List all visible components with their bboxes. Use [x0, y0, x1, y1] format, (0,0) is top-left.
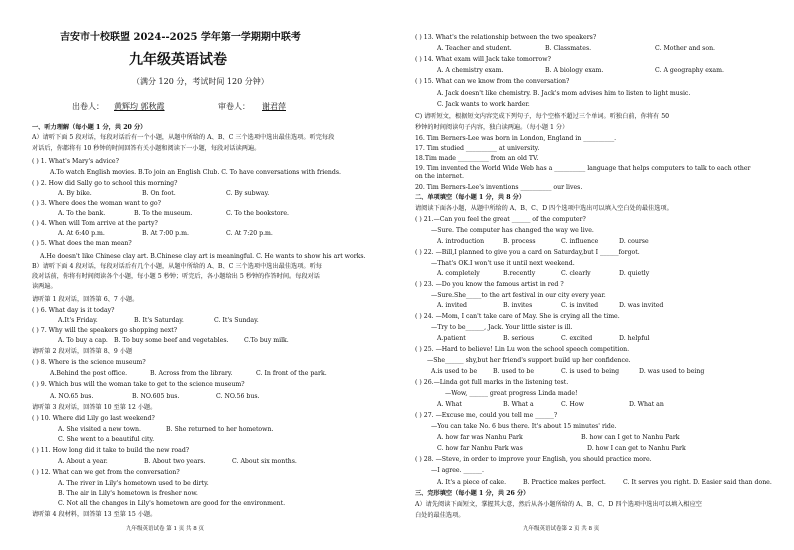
- answer-option: B. To the museum.: [134, 210, 193, 217]
- answer-option: C. how far Nanhu Park was: [437, 445, 523, 452]
- instruction-line: 请阅读下面各小题，从题中所给的 A、B、C、D 四个选项中选出可以填入空白处的最佳选项。: [415, 205, 673, 212]
- answer-option: B. Across from the library.: [150, 370, 233, 377]
- answer-option: B. She returned to her hometown.: [166, 426, 274, 433]
- answer-option: B. Practice makes perfect.: [523, 479, 606, 486]
- dialogue-heading: 请听第 4 段材料，回答第 13 至第 15 小题。: [32, 511, 157, 518]
- section-heading: 二、单项填空（每小题 1 分，共 8 分）: [415, 194, 526, 201]
- answer-option: C. Jack wants to work harder.: [437, 101, 530, 108]
- answer-option: C. A geography exam.: [655, 67, 724, 74]
- answer-option: C. is used to being: [561, 368, 620, 375]
- question-stem: ( ) 12. What can we get from the conversation?: [32, 469, 180, 476]
- answer-option: A. To buy a cap.: [58, 337, 108, 344]
- answer-option: A. completely: [437, 270, 480, 277]
- answer-option: C. NO.56 bus.: [216, 393, 260, 400]
- fill-blank-item: on the internet.: [415, 173, 464, 180]
- question-stem: ( ) 1. What's Mary's advice?: [32, 158, 119, 165]
- answer-option: B. Classmates.: [545, 45, 592, 52]
- answer-option: C. excited: [561, 335, 593, 342]
- answer-option: B.recently: [503, 270, 536, 277]
- answer-option: A.patient: [437, 335, 466, 342]
- question-stem: ( ) 9. Which bus will the woman take to get to the science museum?: [32, 381, 245, 388]
- answer-option: A. By bike.: [58, 190, 92, 197]
- answer-option: B. process: [503, 238, 536, 245]
- answer-option: A.is used to be: [431, 368, 478, 375]
- answer-option: A. To the bank.: [58, 210, 106, 217]
- answer-option: D. was invited: [619, 302, 664, 309]
- page-footer: 九年级英语试卷 第 1 页 共 8 页: [126, 526, 204, 532]
- question-stem: ( ) 8. Where is the science museum?: [32, 359, 146, 366]
- question-stem: ( ) 11. How long did it take to build the new road?: [32, 447, 190, 454]
- answer-option: B. how can I get to Nanhu Park: [581, 434, 680, 441]
- answer-option: B. A biology exam.: [545, 67, 604, 74]
- answer-option: C. How: [561, 401, 584, 408]
- answer-option: B. The air in Lily's hometown is fresher now.: [58, 490, 198, 497]
- answer-option: C. It's Sunday.: [214, 317, 259, 324]
- instruction-line: 对话后，你都将有 10 秒钟的时间回答有关小题和阅读下一小题，每段对话读两遍。: [32, 145, 261, 152]
- answer-option: C. is invited: [561, 302, 599, 309]
- answer-option: C. In front of the park.: [256, 370, 327, 377]
- answer-option: B. used to be: [493, 368, 535, 375]
- answer-option: A. Jack doesn't like chemistry. B. Jack's mom advises him to listen to light music.: [437, 90, 691, 97]
- question-stem: ( ) 21.—Can you feel the great ______ of the computer?: [415, 216, 586, 223]
- answer-option: C. Mother and son.: [655, 45, 716, 52]
- dialogue-line: —You can take No. 6 bus there. It's about 15 minutes' ride.: [431, 423, 617, 430]
- answer-option: D. Easier said than done.: [693, 479, 772, 486]
- question-stem: ( ) 27. —Excuse me, could you tell me ______?: [415, 412, 558, 419]
- authors: 黄辉均 郭秋霞: [114, 102, 165, 111]
- reviewer-label: 审卷人：: [218, 102, 250, 111]
- answer-option: D. quietly: [619, 270, 650, 277]
- fill-blank-item: 20. Tim Berners-Lee's inventions __________ our lives.: [415, 184, 583, 191]
- answer-option: B. At 7:00 p.m.: [142, 230, 189, 237]
- dialogue-line: —Wow, ______ great progress Linda made!: [445, 390, 578, 397]
- instruction-line: B）请听下面 4 段对话，每段对话后有几个小题，从题中所给的 A、B、C 三个选项中选出最佳选项。听每: [32, 263, 322, 270]
- answer-option: C.To buy milk.: [244, 337, 289, 344]
- dialogue-heading: 请听第 1 段对话，回答第 6、7 小题。: [32, 296, 139, 303]
- answer-option: A. how far was Nanhu Park: [437, 434, 523, 441]
- answer-option: A. invited: [437, 302, 467, 309]
- answer-option: B. On foot.: [142, 190, 176, 197]
- answer-option: A. A chemistry exam.: [437, 67, 504, 74]
- page-footer: 九年级英语试卷第 2 页 共 8 页: [523, 526, 600, 532]
- question-stem: ( ) 28. —Steve, in order to improve your English, you should practice more.: [415, 456, 652, 463]
- answer-option: C. To the bookstore.: [226, 210, 290, 217]
- dialogue-heading: 请听第 2 段对话，回答第 8、9 小题: [32, 348, 133, 355]
- answer-option: A. About a year.: [58, 458, 108, 465]
- answer-option: A.He doesn't like Chinese clay art. B.Chinese clay art is meaningful. C. He wants to show his art works.: [40, 253, 366, 260]
- answer-option: D. how I can get to Nanhu Park: [587, 445, 686, 452]
- answer-option: C. About six months.: [232, 458, 297, 465]
- question-stem: ( ) 4. When will Tom arrive at the party?: [32, 220, 158, 227]
- instruction-line: 段对话前，你将有时间阅读各个小题，每小题 5 秒钟；听完后，各小题给出 5 秒钟的作答时间。每段对话: [32, 273, 320, 280]
- answer-option: B. It's Saturday.: [134, 317, 184, 324]
- answer-option: A. introduction: [437, 238, 485, 245]
- answer-option: D. helpful: [619, 335, 650, 342]
- dialogue-line: —She______ shy,but her friend's support build up her confidence.: [427, 357, 631, 364]
- answer-option: C. influence: [561, 238, 599, 245]
- answer-option: A.Behind the post office.: [50, 370, 128, 377]
- answer-option: A. NO.65 bus.: [50, 393, 94, 400]
- answer-option: B. What a: [503, 401, 534, 408]
- answer-option: A. She visited a new town.: [58, 426, 141, 433]
- instruction-line: C) 请听短文，根据短文内容完成下列句子，每个空格不超过三个单词。听独白前，你将有 50: [415, 113, 670, 120]
- instruction-line: 秒钟的时间阅读句子内容，独白读两遍。（每小题 1 分）: [415, 124, 569, 131]
- dialogue-line: —Sure. The computer has changed the way we live.: [431, 227, 594, 234]
- question-stem: ( ) 13. What's the relationship between the two speakers?: [415, 34, 597, 41]
- answer-option: B. NO.605 bus.: [132, 393, 180, 400]
- answer-option: B. To buy some beef and vegetables.: [114, 337, 229, 344]
- question-stem: ( ) 25. —Hard to believe! Lin Lu won the school speech competition.: [415, 346, 630, 353]
- instruction-line: A）请先阅读下面短文，掌握其大意，然后从各小题所给的 A、B、C、D 四个选项中选出可以填入相应空: [415, 501, 702, 508]
- question-stem: ( ) 14. What exam will Jack take tomorrow?: [415, 56, 551, 63]
- authors-label: 出卷人：: [72, 102, 104, 111]
- instruction-line: A）请听下面 5 段对话，每段对话后有一个小题，从题中所给的 A、B、C 三个选项中选出最佳选项。听完每段: [32, 134, 335, 141]
- exam-info: （满分 120 分，考试时间 120 分钟）: [132, 77, 269, 86]
- reviewer: 谢君萍: [262, 102, 286, 111]
- fill-blank-item: 17. Tim studied __________ at university.: [415, 145, 540, 152]
- dialogue-line: —Try to be______, Jack. Your little sister is ill.: [431, 324, 573, 331]
- section-heading: 三、完形填空（每小题 1 分，共 26 分）: [415, 490, 530, 497]
- answer-option: A. What: [437, 401, 462, 408]
- answer-option: D. What an: [629, 401, 664, 408]
- dialogue-line: —Sure.She_____to the art festival in our city every year.: [431, 292, 606, 299]
- answer-option: C. At 7:20 p.m.: [226, 230, 273, 237]
- dialogue-heading: 请听第 3 段对话，回答第 10 至第 12 小题。: [32, 404, 157, 411]
- question-stem: ( ) 2. How did Sally go to school this morning?: [32, 180, 178, 187]
- answer-option: D. was used to being: [639, 368, 705, 375]
- question-stem: ( ) 7. Why will the speakers go shopping next?: [32, 327, 178, 334]
- section-heading: 一、听力理解（每小题 1 分，共 20 分）: [32, 124, 147, 131]
- fill-blank-item: 19. Tim invented the World Wide Web has a __________ language that helps computers to talk to each other: [415, 165, 751, 172]
- question-stem: ( ) 5. What does the man mean?: [32, 240, 132, 247]
- answer-option: C. By subway.: [226, 190, 270, 197]
- answer-option: A. At 6:40 p.m.: [58, 230, 105, 237]
- question-stem: ( ) 24. —Mom, I can't take care of May. She is crying all the time.: [415, 313, 620, 320]
- answer-option: C. Not all the changes in Lily's hometown are good for the environment.: [58, 500, 286, 507]
- dialogue-line: —That's OK.I won't use it until next weekend.: [431, 260, 575, 267]
- answer-option: A. It's a piece of cake.: [437, 479, 507, 486]
- dialogue-line: —I agree. ______.: [431, 467, 484, 474]
- question-stem: ( ) 10. Where did Lily go last weekend?: [32, 415, 155, 422]
- answer-option: C. She went to a beautiful city.: [58, 436, 155, 443]
- answer-option: A. Teacher and student.: [437, 45, 512, 52]
- fill-blank-item: 16. Tim Berners-Lee was born in London, England in __________.: [415, 135, 617, 142]
- answer-option: B. serious: [503, 335, 535, 342]
- question-stem: ( ) 6. What day is it today?: [32, 307, 115, 314]
- answer-option: B. invites: [503, 302, 533, 309]
- right-page: [397, 0, 794, 550]
- answer-option: C. clearly: [561, 270, 591, 277]
- instruction-line: 白处的最佳选项。: [415, 512, 465, 519]
- fill-blank-item: 18.Tim made __________ from an old TV.: [415, 155, 539, 162]
- answer-option: C. It serves you right.: [623, 479, 691, 486]
- answer-option: B. About two years.: [144, 458, 206, 465]
- question-stem: ( ) 26.—Linda got full marks in the listening test.: [415, 379, 569, 386]
- answer-option: A.It's Friday.: [58, 317, 98, 324]
- exam-main-title: 九年级英语试卷: [129, 52, 227, 68]
- question-stem: ( ) 15. What can we know from the conversation?: [415, 78, 570, 85]
- answer-option: A.To watch English movies. B.To join an English Club. C. To have conversations with friends.: [50, 169, 341, 176]
- question-stem: ( ) 3. Where does the woman want to go?: [32, 200, 161, 207]
- answer-option: A. The river in Lily's hometown used to be dirty.: [58, 480, 209, 487]
- question-stem: ( ) 22. —Bill,I planned to give you a card on Saturday,but I ______forgot.: [415, 249, 640, 256]
- answer-option: D. course: [619, 238, 649, 245]
- instruction-line: 读两遍。: [32, 283, 57, 290]
- exam-header-title: 吉安市十校联盟 2024--2025 学年第一学期期中联考: [60, 32, 301, 43]
- question-stem: ( ) 23. —Do you know the famous artist in red ?: [415, 281, 564, 288]
